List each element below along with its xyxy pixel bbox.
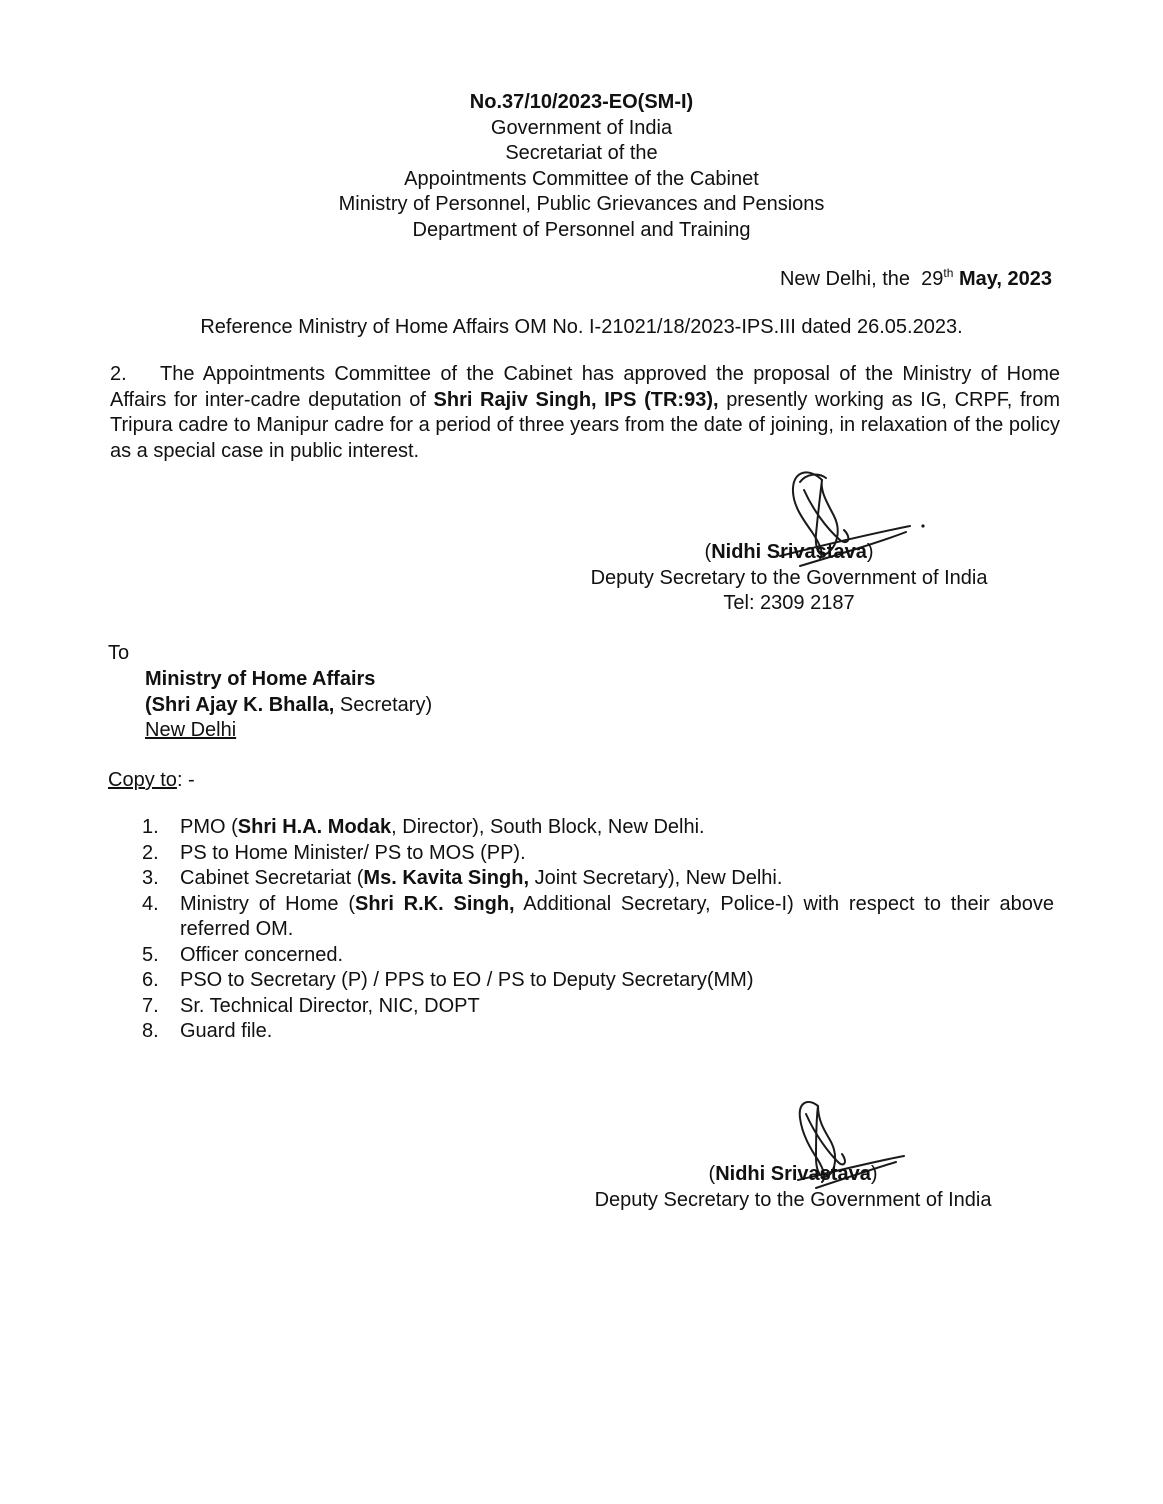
paragraph-text-a: The Appointments Committee of the Cabinet has approved the proposal of the Ministry of Home Affairs for inter-cadre deputation of <box>110 363 1060 411</box>
date-day: 29 <box>921 268 944 290</box>
signatory-name: Nidhi Srivastava <box>715 1163 871 1185</box>
paragraph-number: 2. <box>110 363 127 385</box>
list-item-number: 2. <box>142 841 159 864</box>
signatory-paren-close: ) <box>870 1163 878 1185</box>
list-item <box>142 866 1054 892</box>
letterhead <box>0 90 1163 243</box>
copy-to-label: Copy to <box>108 769 177 791</box>
header-line-secretariat: Secretariat of the <box>505 142 658 164</box>
list-item-number: 7. <box>142 994 159 1017</box>
approval-paragraph <box>110 362 1060 464</box>
list-item-bold: Ms. Kavita Singh, <box>363 867 530 889</box>
reference-line: Reference Ministry of Home Affairs OM No. I-21021/18/2023-IPS.III dated 26.05.2023. <box>200 316 963 338</box>
list-item <box>142 892 1054 943</box>
addressee-block <box>145 667 432 744</box>
list-item-text-after: , Director), South Block, New Delhi. <box>391 816 705 838</box>
signature-block-1 <box>555 540 1023 617</box>
signatory-paren-open: ( <box>708 1163 716 1185</box>
signatory-telephone: Tel: 2309 2187 <box>723 592 855 614</box>
header-line-department: Department of Personnel and Training <box>412 218 751 241</box>
signature-block-2 <box>559 1162 1027 1213</box>
addressee-person-title: Secretary) <box>334 693 433 716</box>
paragraph-text-b: presently working as IG, CRPF, from Tripura cadre to Manipur cadre for a period of three years from the date of joining, in relaxation of the policy as a special case in public interest. <box>110 388 1060 462</box>
date-prefix: New Delhi, the <box>779 268 911 290</box>
signatory-name: Nidhi Srivastava <box>711 541 867 563</box>
list-item <box>142 968 1054 994</box>
list-item-text-after: Joint Secretary), New Delhi. <box>529 867 783 889</box>
header-line-committee: Appointments Committee of the Cabinet <box>404 167 759 190</box>
copy-to-list <box>142 815 1054 1045</box>
list-item <box>142 1019 1054 1045</box>
list-item-text: PS to Home Minister/ PS to MOS (PP). <box>180 841 526 864</box>
list-item-text: PSO to Secretary (P) / PPS to EO / PS to Deputy Secretary(MM) <box>180 969 754 991</box>
addressee-org: Ministry of Home Affairs <box>145 668 376 690</box>
list-item-number: 4. <box>142 892 159 915</box>
date-day-suffix: th <box>943 266 954 280</box>
list-item <box>142 943 1054 969</box>
list-item <box>142 994 1054 1020</box>
list-item-text: PMO ( <box>180 816 238 838</box>
issue-date <box>780 268 1052 291</box>
list-item-number: 5. <box>142 943 159 966</box>
copy-to-heading <box>108 769 195 792</box>
list-item-number: 6. <box>142 969 159 991</box>
header-line-ministry: Ministry of Personnel, Public Grievances and Pensions <box>338 193 825 215</box>
list-item-bold: Shri H.A. Modak <box>237 816 392 838</box>
list-item <box>142 841 1054 867</box>
list-item-number: 1. <box>142 816 159 838</box>
copy-to-suffix: : - <box>176 769 195 791</box>
list-item-number: 8. <box>142 1020 159 1042</box>
signatory-paren-open: ( <box>704 541 712 563</box>
list-item-text: Sr. Technical Director, NIC, DOPT <box>180 994 480 1017</box>
list-item-text: Cabinet Secretariat ( <box>180 867 364 889</box>
file-number: No.37/10/2023-EO(SM-I) <box>469 91 694 113</box>
signatory-designation: Deputy Secretary to the Government of India <box>594 1188 992 1211</box>
addressee-person-name: (Shri Ajay K. Bhalla, <box>145 693 335 716</box>
signatory-paren-close: ) <box>866 541 874 563</box>
header-line-government: Government of India <box>490 116 673 139</box>
list-item-text: Ministry of Home ( <box>180 892 355 915</box>
addressee-city: New Delhi <box>145 719 237 741</box>
to-label: To <box>108 642 130 664</box>
list-item-text: Guard file. <box>180 1020 273 1042</box>
list-item <box>142 815 1054 841</box>
list-item-text: Officer concerned. <box>180 943 344 966</box>
officer-name: Shri Rajiv Singh, IPS (TR:93), <box>433 388 719 411</box>
signatory-designation: Deputy Secretary to the Government of India <box>590 566 988 589</box>
list-item-number: 3. <box>142 867 159 889</box>
addressee-person <box>145 693 432 719</box>
list-item-bold: Shri R.K. Singh, <box>354 892 515 915</box>
list-item-text-after: Additional Secretary, Police-I) with respect to their above referred OM. <box>180 892 1054 940</box>
date-month-year: May, 2023 <box>958 268 1052 290</box>
